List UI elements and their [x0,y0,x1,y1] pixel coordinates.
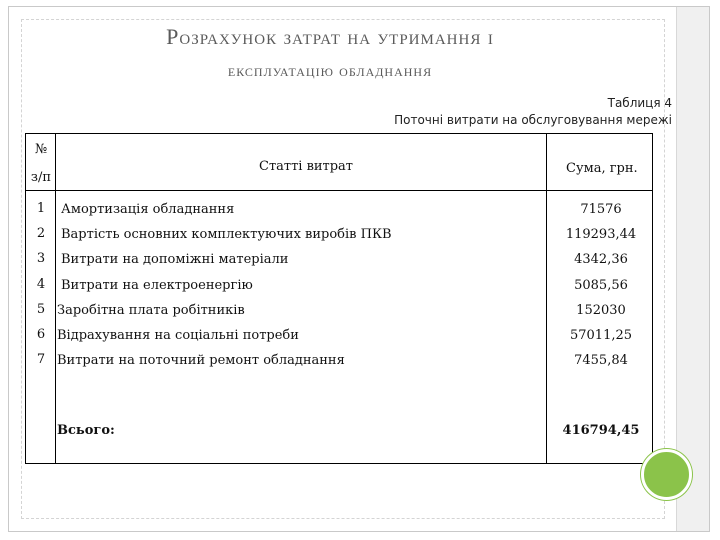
title-line-2: експлуатацію обладнання [227,61,433,80]
header-sum: Сума, грн. [566,161,638,176]
table-caption [394,95,672,129]
title-line-1: Розрахунок затрат на утримання і [166,24,494,49]
column-divider [546,134,547,463]
row-item: Відрахування на соціальні потреби [57,328,299,343]
table-number: Таблиця 4 [607,96,672,110]
row-sum: 57011,25 [569,328,633,343]
row-number: 2 [36,226,46,241]
row-sum: 4342,36 [574,252,628,267]
row-sum: 119293,44 [565,227,637,242]
header-num: № [34,142,48,157]
row-number: 7 [36,352,46,367]
row-sum: 152030 [576,303,626,318]
row-item: Витрати на електроенергію [61,278,253,293]
row-item: Витрати на допоміжні матеріали [61,252,289,267]
row-number: 6 [36,327,46,342]
slide-title [0,22,660,88]
row-number: 1 [36,201,46,216]
row-number: 4 [36,277,46,292]
row-item: Амортизація обладнання [61,202,235,217]
decorative-circle [641,449,692,500]
cost-table [25,133,653,464]
column-divider [55,134,56,463]
row-sum: 71576 [580,202,622,217]
header-items: Статті витрат [259,159,354,174]
header-num-sub: з/п [30,170,52,185]
total-label: Всього: [57,423,115,438]
slide-side-bar [676,7,709,531]
row-item: Витрати на поточний ремонт обладнання [57,353,345,368]
total-sum: 416794,45 [562,423,640,438]
header-divider [26,190,652,191]
row-item: Вартість основних комплектуючих виробів ПКВ [61,227,392,242]
row-sum: 5085,56 [574,278,628,293]
row-number: 5 [36,302,46,317]
row-number: 3 [36,251,46,266]
table-caption-text: Поточні витрати на обслуговування мережі [394,113,672,127]
row-item: Заробітна плата робітників [57,303,245,318]
row-sum: 7455,84 [574,353,628,368]
